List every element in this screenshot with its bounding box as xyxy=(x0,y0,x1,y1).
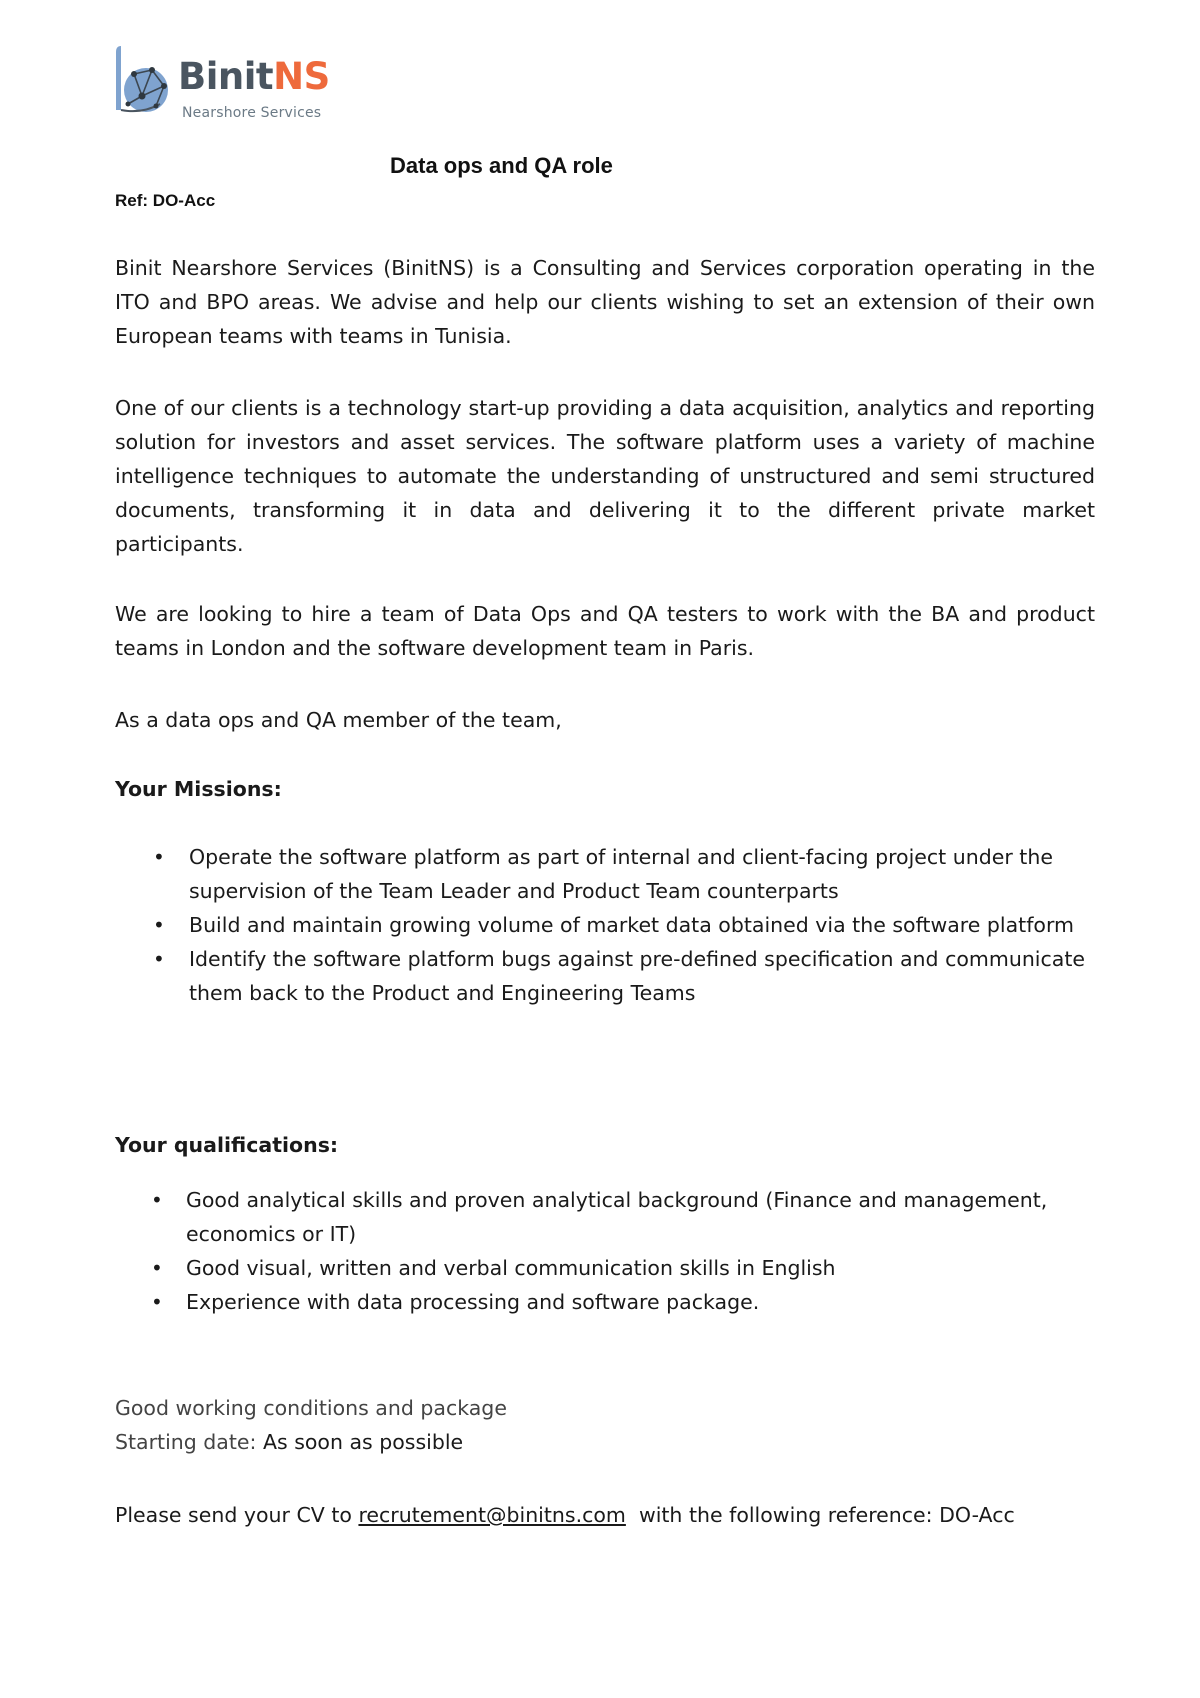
bullet-icon: • xyxy=(153,947,165,971)
qualification-text: Experience with data processing and software package. xyxy=(186,1290,760,1314)
logo-name-part1: Binit xyxy=(178,55,274,98)
bullet-icon: • xyxy=(151,1256,163,1280)
reference-value: DO-Acc xyxy=(152,191,216,210)
email-link[interactable]: recrutement@binitns.com xyxy=(358,1503,626,1527)
logo-wordmark xyxy=(178,55,330,98)
list-item xyxy=(115,1183,1095,1251)
document-title: Data ops and QA role xyxy=(390,153,613,178)
bullet-icon: • xyxy=(153,913,165,937)
starting-date-value: As soon as possible xyxy=(262,1430,464,1454)
apply-prefix: Please send your CV to xyxy=(115,1503,352,1527)
role-intro-paragraph: As a data ops and QA member of the team, xyxy=(115,708,562,732)
bullet-icon: • xyxy=(151,1188,163,1212)
reference-line xyxy=(115,191,215,211)
apply-suffix: with the following reference: DO-Acc xyxy=(638,1503,1015,1527)
missions-list xyxy=(115,840,1095,1010)
starting-date-label: Starting date: xyxy=(115,1430,257,1454)
qualification-text: Good analytical skills and proven analytical background (Finance and management, economics or IT) xyxy=(186,1188,1048,1246)
logo-name-part2: NS xyxy=(273,55,330,98)
mission-text: Build and maintain growing volume of market data obtained via the software platform xyxy=(189,913,1075,937)
mission-text: Identify the software platform bugs against pre-defined specification and communicate them back to the Product and Engineering Teams xyxy=(189,947,1085,1005)
apply-line xyxy=(115,1498,1015,1532)
working-conditions: Good working conditions and package xyxy=(115,1396,507,1420)
list-item xyxy=(115,1285,1095,1319)
hiring-paragraph: We are looking to hire a team of Data Ops and QA testers to work with the BA and product teams in London and the software development team in Paris. xyxy=(115,602,1095,660)
missions-heading: Your Missions: xyxy=(115,777,282,801)
starting-date xyxy=(115,1425,463,1459)
list-item xyxy=(115,942,1095,1010)
list-item xyxy=(115,1251,1095,1285)
qualification-text: Good visual, written and verbal communication skills in English xyxy=(186,1256,836,1280)
bullet-icon: • xyxy=(153,845,165,869)
mission-text: Operate the software platform as part of internal and client-facing project under the supervision of the Team Leader and Product Team counterparts xyxy=(189,845,1053,903)
intro-paragraph: Binit Nearshore Services (BinitNS) is a Consulting and Services corporation operating in the ITO and BPO areas. We advise and help our clients wishing to set an extension of their own European teams with teams in Tunisia. xyxy=(115,256,1095,348)
client-paragraph: One of our clients is a technology start-up providing a data acquisition, analytics and reporting solution for investors and asset services. The software platform uses a variety of machine intelligence techniques to automate the understanding of unstructured and semi structured documents, transforming it in data and delivering it to the different private market participants. xyxy=(115,396,1095,556)
company-logo xyxy=(112,40,352,124)
qualifications-list xyxy=(115,1183,1095,1319)
list-item xyxy=(115,908,1095,942)
network-globe-icon xyxy=(112,40,176,120)
logo-tagline: Nearshore Services xyxy=(182,105,322,121)
reference-label: Ref: xyxy=(115,191,149,210)
bullet-icon: • xyxy=(151,1290,163,1314)
qualifications-heading: Your qualifications: xyxy=(115,1133,339,1157)
list-item xyxy=(115,840,1095,908)
